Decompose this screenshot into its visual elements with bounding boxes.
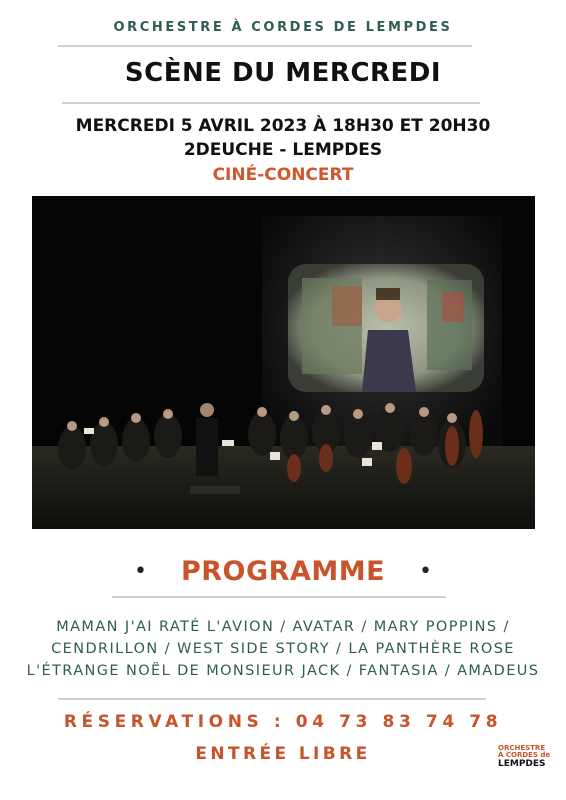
logo-line-2: À CORDES de <box>498 751 551 759</box>
concert-photo-illustration <box>32 196 535 529</box>
programme-line: MAMAN J'AI RATÉ L'AVION / AVATAR / MARY POPPINS / <box>56 619 510 635</box>
organization-name: ORCHESTRE À CORDES DE LEMPDES <box>113 20 453 35</box>
programme-heading: PROGRAMME <box>180 556 386 587</box>
logo-line-1: ORCHESTRE <box>498 744 546 752</box>
concert-photo <box>32 196 535 529</box>
bullet-left: • <box>133 558 147 584</box>
orchestra-logo <box>498 745 552 769</box>
event-date: MERCREDI 5 AVRIL 2023 À 18H30 ET 20H30 <box>75 116 491 136</box>
event-date-block <box>0 114 566 162</box>
title-divider <box>62 102 480 104</box>
programme-line: L'ÉTRANGE NOËL DE MONSIEUR JACK / FANTASIA / AMADEUS <box>26 663 540 679</box>
event-venue: 2DEUCHE - LEMPDES <box>183 140 383 160</box>
top-divider <box>58 45 472 47</box>
event-title: SCÈNE DU MERCREDI <box>124 58 442 88</box>
free-entry: ENTRÉE LIBRE <box>195 744 371 764</box>
programme-heading-row <box>0 556 566 587</box>
programme-line: CENDRILLON / WEST SIDE STORY / LA PANTHÈRE ROSE <box>51 641 515 657</box>
logo-line-3: LEMPDES <box>498 759 546 769</box>
footer-divider <box>58 698 486 700</box>
programme-divider <box>112 596 446 598</box>
reservations-phone: RÉSERVATIONS : 04 73 83 74 78 <box>63 712 503 732</box>
programme-list <box>0 616 566 682</box>
event-genre: CINÉ-CONCERT <box>212 165 354 185</box>
bullet-right: • <box>419 558 433 584</box>
